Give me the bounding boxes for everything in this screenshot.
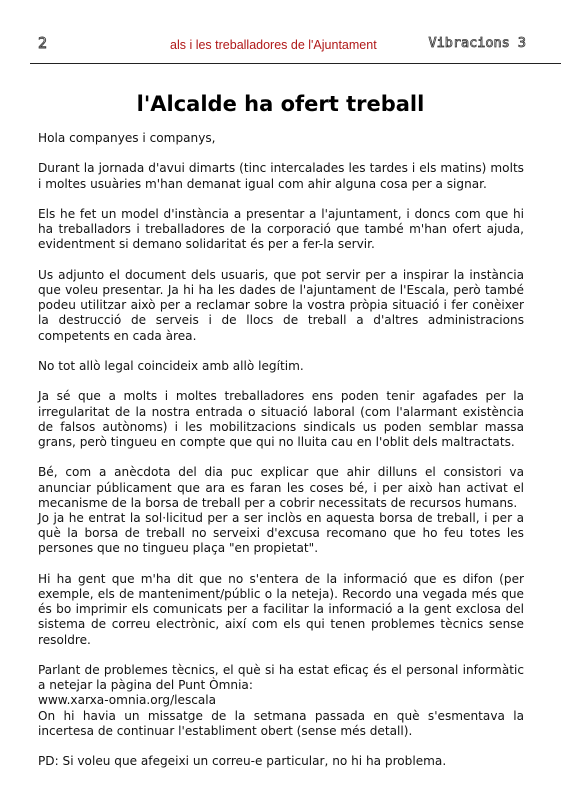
publication-name: Vibracions 3 [428, 35, 526, 51]
paragraph: Parlant de problemes tècnics, el què si ha estat eficaç és el personal informàtic a netejar la pàgina del Punt Òmnia: [38, 662, 524, 693]
paragraph: No tot allò legal coincideix amb allò legítim. [38, 358, 304, 373]
page-header [38, 34, 526, 56]
paragraph: Els he fet un model d'instància a presentar a l'ajuntament, i doncs com que hi ha treballadors i treballadores de la corporació que també m'han ofert ajuda, evidentment si demano solidaritat és per a fer-la servir. [38, 206, 524, 252]
header-divider [30, 63, 561, 64]
paragraph: Us adjunto el document dels usuaris, que pot servir per a inspirar la instància que voleu presentar. Ja hi ha les dades de l'ajuntament de l'Escala, però també podeu utilitzar això per a reclamar sobre la vostra pròpia situació i fer conèixer la destrucció de serveis i de llocs de treball a d'altres administracions competents en cada àrea. [38, 267, 524, 343]
paragraph: Ja sé que a molts i moltes treballadores ens poden tenir agafades per la irregularitat de la nostra entrada o situació laboral (com l'alarmant existència de falsos autònoms) i les mobilitzacions sindicals us poden semblar massa grans, però tingueu en compte que qui no lluita cau en l'oblit dels maltractats. [38, 389, 524, 449]
running-title: als i les treballadores de l'Ajuntament [170, 38, 377, 52]
greeting: Hola companyes i companys, [38, 131, 216, 145]
paragraph: Jo ja he entrat la sol·licitud per a ser inclòs en aquesta borsa de treball, i per a què la borsa de treball no serveixi d'excusa recomano que ho feu totes les persones que no tingueu plaça "en propietat". [38, 510, 524, 556]
paragraph: Durant la jornada d'avui dimarts (tinc intercalades les tardes i els matins) molts i moltes usuàries m'han demanat igual com ahir alguna cosa per a signar. [38, 161, 524, 191]
article-title: l'Alcalde ha ofert treball [136, 92, 425, 116]
paragraph: Bé, com a anècdota del dia puc explicar que ahir dilluns el consistori va anunciar públicament que ara es faran les coses bé, i per això han activat el mecanisme de la borsa de treball per a cobrir necessitats de recursos humans. [38, 465, 524, 510]
page-number: 2 [38, 34, 48, 52]
website-link[interactable]: www.xarxa-omnia.org/lescala [38, 693, 217, 708]
postscript: PD: Si voleu que afegeixi un correu-e particular, no hi ha problema. [38, 754, 447, 769]
paragraph: Hi ha gent que m'ha dit que no s'entera de la informació que es difon (per exemple, els de manteniment/públic o la neteja). Recordo una vegada més que és bo imprimir els comunicats per a facilitar la informació a la gent exclosa del sistema de correu electrònic, així com els qui tenen problemes tècnics sense resoldre. [38, 571, 524, 647]
paragraph: On hi havia un missatge de la setmana passada en què s'esmentava la incertesa de continuar l'establiment obert (sense més detall). [38, 708, 524, 738]
article-body [38, 131, 524, 785]
